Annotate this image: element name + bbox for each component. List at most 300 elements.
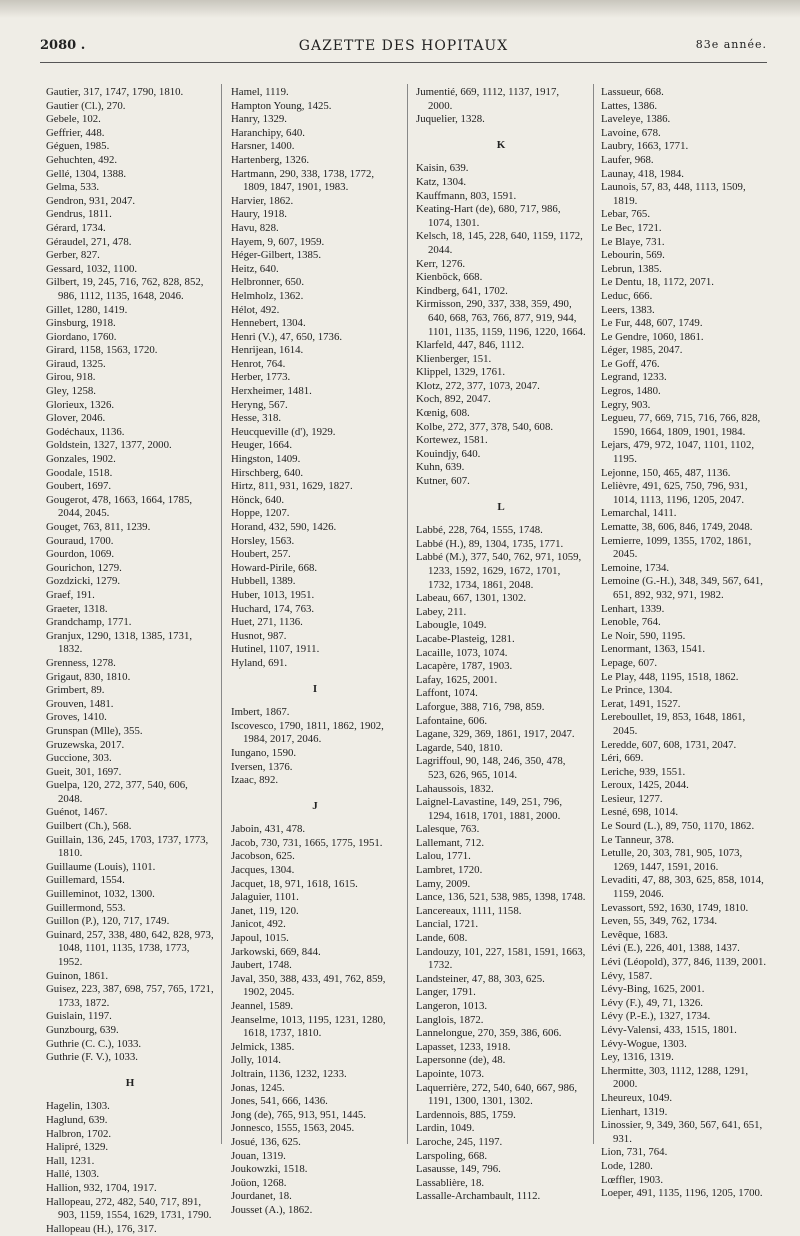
index-entry: Linossier, 9, 349, 360, 567, 641, 651, 931.	[601, 1119, 763, 1145]
index-entry: Lambret, 1720.	[416, 864, 483, 877]
index-entry: Launay, 418, 1984.	[601, 167, 684, 180]
index-entry: Horand, 432, 590, 1426.	[231, 521, 337, 533]
index-entry: Henri (V.), 47, 650, 1736.	[231, 330, 343, 343]
index-entry: Lassablière, 18.	[416, 1176, 485, 1189]
index-entry: Glover, 2046.	[46, 412, 106, 425]
index-entry: Glorieux, 1326.	[46, 398, 115, 411]
index-entry: Hall, 1231.	[46, 1154, 95, 1167]
index-entry: Géguen, 1985.	[46, 140, 110, 153]
index-entry: Lepage, 607.	[601, 656, 658, 669]
index-entry: Herber, 1773.	[231, 371, 291, 384]
index-entry: Herxheimer, 1481.	[231, 385, 312, 398]
index-entry: Lemoine (G.-H.), 348, 349, 567, 641, 651, 892, 932, 971, 1982.	[601, 575, 763, 601]
index-entry: Leredde, 607, 608, 1731, 2047.	[601, 738, 737, 751]
index-entry: Landouzy, 101, 227, 1581, 1591, 1663, 1732.	[416, 945, 586, 972]
index-entry: Jacquet, 18, 971, 1618, 1615.	[231, 877, 358, 890]
index-entry: Katz, 1304.	[416, 175, 467, 188]
index-entry: Le Gendre, 1060, 1861.	[601, 330, 704, 343]
index-entry: Jacques, 1304.	[231, 864, 295, 877]
index-entry: Lévy-Wogue, 1303.	[601, 1037, 687, 1050]
index-entry: Lebrun, 1385.	[601, 262, 662, 275]
index-entry: Legros, 1480.	[601, 385, 661, 398]
index-entry: Geffrier, 448.	[46, 126, 105, 139]
index-entry: Hélot, 492.	[231, 303, 280, 316]
index-entry: Heucqueville (d'), 1929.	[231, 425, 336, 438]
index-entry: Grunspan (Mlle), 355.	[46, 724, 143, 737]
index-entry: Lalou, 1771.	[416, 850, 471, 863]
index-entry: Lallemant, 712.	[416, 836, 485, 849]
index-entry: Haranchipy, 640.	[231, 126, 305, 139]
index-entry: Guthrie (F. V.), 1033.	[46, 1051, 139, 1064]
index-entry: Le Fur, 448, 607, 1749.	[601, 317, 703, 330]
index-entry: Halbron, 1702.	[46, 1127, 112, 1140]
index-entry: Giordano, 1760.	[46, 330, 117, 343]
column-divider	[407, 84, 408, 1144]
index-entry: Lenormant, 1363, 1541.	[601, 643, 706, 656]
index-entry: Lapasset, 1233, 1918.	[416, 1040, 511, 1053]
index-entry: Kelsch, 18, 145, 228, 640, 1159, 1172, 2044.	[416, 230, 583, 256]
index-entry: Koch, 892, 2047.	[416, 393, 491, 406]
index-entry: Heuger, 1664.	[231, 439, 293, 452]
index-entry: Goodale, 1518.	[46, 466, 113, 479]
index-entry: Joukowzki, 1518.	[231, 1163, 308, 1176]
index-entry: Horsley, 1563.	[231, 534, 295, 547]
index-entry: Landsteiner, 47, 88, 303, 625.	[416, 972, 545, 985]
index-entry: Lacabe-Plasteig, 1281.	[416, 632, 515, 645]
index-entry: Heryng, 567.	[231, 398, 288, 411]
index-entry: Klippel, 1329, 1761.	[416, 366, 506, 379]
index-entry: Janet, 119, 120.	[231, 904, 299, 917]
index-entry: Léger, 1985, 2047.	[601, 344, 683, 357]
index-entry: Kienböck, 668.	[416, 271, 483, 284]
index-entry: Lemarchal, 1411.	[601, 507, 677, 520]
index-entry: Laquerrière, 272, 540, 640, 667, 986, 1191, 1300, 1301, 1302.	[416, 1081, 578, 1108]
index-entry: Imbert, 1867.	[231, 706, 290, 719]
index-entry: Guillemard, 1554.	[46, 874, 125, 887]
index-entry: Laufer, 968.	[601, 153, 654, 166]
index-entry: Guinon, 1861.	[46, 969, 109, 982]
index-entry: Gley, 1258.	[46, 385, 96, 398]
index-entry: Klienberger, 151.	[416, 352, 492, 365]
index-entry: Legrand, 1233.	[601, 371, 667, 384]
index-entry: Hanry, 1329.	[231, 113, 287, 126]
index-entry: Grenness, 1278.	[46, 656, 116, 669]
index-entry: Gautier, 317, 1747, 1790, 1810.	[46, 86, 184, 98]
index-entry: Hönck, 640.	[231, 493, 285, 506]
page-number: 2080 .	[40, 38, 86, 53]
index-entry: Lafay, 1625, 2001.	[416, 673, 498, 686]
index-entry: Jeannel, 1589.	[231, 1000, 294, 1012]
index-entry: Iungano, 1590.	[231, 746, 297, 759]
index-entry: Labbé (M.), 377, 540, 762, 971, 1059, 1233, 1592, 1629, 1672, 1701, 1732, 1734, 1861, 2048.	[416, 551, 582, 591]
index-entry: Jong (de), 765, 913, 951, 1445.	[231, 1108, 366, 1121]
index-entry: Hoppe, 1207.	[231, 507, 290, 520]
index-entry: Joltrain, 1136, 1232, 1233.	[231, 1067, 347, 1080]
index-column-1	[46, 86, 214, 1236]
index-entry: Kœnig, 608.	[416, 407, 470, 420]
index-entry: Gessard, 1032, 1100.	[46, 262, 138, 275]
index-entry: Letulle, 20, 303, 781, 905, 1073, 1269, 1447, 1591, 2016.	[601, 847, 743, 873]
index-entry: Lasausse, 149, 796.	[416, 1163, 501, 1176]
index-entry: Juquelier, 1328.	[416, 113, 485, 126]
index-entry: Lévi (E.), 226, 401, 1388, 1437.	[601, 942, 740, 955]
index-entry: Legry, 903.	[601, 398, 651, 411]
index-entry: Lesieur, 1277.	[601, 792, 663, 805]
index-entry: Hallopeau (H.), 176, 317.	[46, 1222, 157, 1235]
index-entry: Le Sourd (L.), 89, 750, 1170, 1862.	[601, 820, 755, 833]
index-entry: Léri, 669.	[601, 752, 644, 765]
index-entry: Langeron, 1013.	[416, 1000, 488, 1012]
index-entry: Goubert, 1697.	[46, 480, 112, 493]
index-entry: Harsner, 1400.	[231, 140, 295, 153]
index-entry: Guillon (P.), 120, 717, 1749.	[46, 915, 170, 928]
index-entry: Gouraud, 1700.	[46, 534, 114, 547]
index-entry: Guilleminot, 1032, 1300.	[46, 888, 155, 901]
index-entry: Lalesque, 763.	[416, 823, 480, 836]
index-entry: Grouven, 1481.	[46, 697, 114, 710]
index-entry: Gueit, 301, 1697.	[46, 765, 122, 778]
index-entry: Helmholz, 1362.	[231, 289, 304, 302]
index-entry: Hallé, 1303.	[46, 1168, 100, 1181]
index-entry: Jonas, 1245.	[231, 1081, 285, 1094]
index-entry: Hennebert, 1304.	[231, 317, 306, 330]
index-entry: Henrot, 764.	[231, 357, 286, 370]
index-entry: Houbert, 257.	[231, 548, 291, 561]
index-entry: Hamel, 1119.	[231, 86, 289, 98]
index-entry: Jouan, 1319.	[231, 1149, 286, 1162]
index-entry: Lebourin, 569.	[601, 249, 665, 262]
index-entry: Jourdanet, 18.	[231, 1190, 292, 1203]
index-entry: Lévi (Léopold), 377, 846, 1139, 2001.	[601, 956, 767, 968]
index-entry: Le Noir, 590, 1195.	[601, 629, 686, 642]
index-entry: Gougerot, 478, 1663, 1664, 1785, 2044, 2045.	[46, 493, 193, 520]
index-entry: Gilbert, 19, 245, 716, 762, 828, 852, 986, 1112, 1135, 1648, 2046.	[46, 276, 204, 302]
index-entry: Gautier (Cl.), 270.	[46, 99, 126, 112]
index-entry: Grandchamp, 1771.	[46, 616, 132, 629]
index-entry: Laubry, 1663, 1771.	[601, 140, 689, 153]
index-entry: Kortewez, 1581.	[416, 434, 488, 447]
index-entry: Granjux, 1290, 1318, 1385, 1731, 1832.	[46, 629, 193, 656]
index-entry: Guilbert (Ch.), 568.	[46, 820, 132, 833]
index-entry: Godéchaux, 1136.	[46, 425, 125, 438]
index-entry: Lancereaux, 1111, 1158.	[416, 904, 522, 917]
index-entry: Lande, 608.	[416, 932, 468, 945]
index-entry: Lenoble, 764.	[601, 616, 661, 629]
index-entry: Hayem, 9, 607, 1959.	[231, 235, 325, 248]
index-entry: Hartmann, 290, 338, 1738, 1772, 1809, 1847, 1901, 1983.	[231, 167, 375, 194]
index-entry: Lebar, 765.	[601, 208, 651, 221]
index-column-2	[231, 86, 399, 1218]
index-entry: Leriche, 939, 1551.	[601, 765, 686, 778]
index-entry: Lannelongue, 270, 359, 386, 606.	[416, 1027, 562, 1040]
index-entry: Le Prince, 1304.	[601, 684, 673, 697]
index-entry: Le Bec, 1721.	[601, 221, 662, 234]
index-entry: Guccione, 303.	[46, 752, 112, 765]
index-entry: Goldstein, 1327, 1377, 2000.	[46, 439, 172, 452]
index-entry: Gourichon, 1279.	[46, 561, 122, 574]
index-entry: Laveleye, 1386.	[601, 113, 671, 126]
index-entry: Lévy-Bing, 1625, 2001.	[601, 983, 705, 996]
index-entry: Gehuchten, 492.	[46, 153, 118, 166]
index-entry: Lancial, 1721.	[416, 918, 479, 931]
index-entry: Lardin, 1049.	[416, 1122, 475, 1135]
index-entry: Lagarde, 540, 1810.	[416, 741, 503, 754]
index-entry: Giraud, 1325.	[46, 357, 106, 370]
index-entry: Lamy, 2009.	[416, 877, 471, 890]
index-entry: Girard, 1158, 1563, 1720.	[46, 344, 158, 357]
index-entry: Héger-Gilbert, 1385.	[231, 249, 322, 262]
index-entry: Lheureux, 1049.	[601, 1091, 673, 1104]
index-entry: Helbronner, 650.	[231, 276, 305, 289]
index-entry: Jones, 541, 666, 1436.	[231, 1095, 328, 1108]
index-entry: Langlois, 1872.	[416, 1013, 484, 1026]
index-entry: Husnot, 987.	[231, 629, 287, 642]
index-entry: Iversen, 1376.	[231, 760, 293, 773]
index-entry: Ginsburg, 1918.	[46, 317, 116, 330]
index-entry: Hallion, 932, 1704, 1917.	[46, 1181, 157, 1194]
index-entry: Klarfeld, 447, 846, 1112.	[416, 339, 525, 352]
index-entry: Kerr, 1276.	[416, 257, 466, 270]
index-entry: Laforgue, 388, 716, 798, 859.	[416, 700, 545, 713]
index-entry: Laffont, 1074.	[416, 687, 478, 700]
index-entry: Gellé, 1304, 1388.	[46, 167, 127, 180]
index-entry: Jousset (A.), 1862.	[231, 1203, 313, 1216]
letter-heading: I	[312, 682, 318, 695]
index-entry: Lematte, 38, 606, 846, 1749, 2048.	[601, 521, 753, 533]
index-entry: Kindberg, 641, 1702.	[416, 284, 508, 297]
index-entry: Kaisin, 639.	[416, 162, 469, 175]
index-entry: Lienhart, 1319.	[601, 1105, 668, 1118]
index-entry: Gerber, 827.	[46, 249, 100, 262]
index-entry: Gonzales, 1902.	[46, 453, 116, 466]
index-entry: Lerat, 1491, 1527.	[601, 697, 681, 710]
index-entry: Jacobson, 625.	[231, 850, 295, 863]
index-entry: Lacaille, 1073, 1074.	[416, 646, 508, 659]
index-entry: Le Play, 448, 1195, 1518, 1862.	[601, 670, 739, 683]
index-entry: Legueu, 77, 669, 715, 716, 766, 828, 1590, 1664, 1809, 1901, 1984.	[601, 412, 761, 438]
index-entry: Guislain, 1197.	[46, 1010, 112, 1023]
index-entry: Leers, 1383.	[601, 303, 655, 316]
index-entry: Lagane, 329, 369, 1861, 1917, 2047.	[416, 728, 575, 741]
index-entry: Javal, 350, 388, 433, 491, 762, 859, 1902, 2045.	[231, 972, 386, 999]
letter-heading: H	[125, 1076, 135, 1089]
index-entry: Hubbell, 1389.	[231, 575, 296, 588]
index-entry: Lévy-Valensi, 433, 1515, 1801.	[601, 1023, 737, 1036]
index-entry: Labbé, 228, 764, 1555, 1748.	[416, 524, 543, 537]
index-entry: Le Dentu, 18, 1172, 2071.	[601, 276, 714, 289]
index-entry: Izaac, 892.	[231, 774, 279, 787]
index-entry: Hallopeau, 272, 482, 540, 717, 891, 903, 1159, 1554, 1629, 1731, 1790.	[46, 1195, 212, 1222]
index-entry: Lahaussois, 1832.	[416, 782, 494, 795]
index-entry: Japoul, 1015.	[231, 932, 289, 945]
running-header	[40, 38, 767, 58]
index-entry: Gourdon, 1069.	[46, 548, 115, 561]
index-entry: Gillet, 1280, 1419.	[46, 303, 128, 316]
index-entry: Lesné, 698, 1014.	[601, 806, 679, 819]
index-entry: Huet, 271, 1136.	[231, 616, 303, 629]
index-entry: Lacapère, 1787, 1903.	[416, 660, 513, 673]
index-entry: Jonnesco, 1555, 1563, 2045.	[231, 1122, 355, 1135]
index-entry: Jaubert, 1748.	[231, 959, 292, 972]
index-entry: Heitz, 640.	[231, 262, 279, 275]
index-entry: Guinard, 257, 338, 480, 642, 828, 973, 1048, 1101, 1135, 1738, 1773, 1952.	[46, 928, 214, 968]
index-entry: Lenhart, 1339.	[601, 602, 665, 615]
header-rule	[40, 62, 767, 63]
index-entry: Jeanselme, 1013, 1195, 1231, 1280, 1618, 1737, 1810.	[231, 1013, 386, 1040]
index-entry: Le Tanneur, 378.	[601, 833, 674, 846]
index-entry: Howard-Pirile, 668.	[231, 561, 318, 574]
index-entry: Groves, 1410.	[46, 711, 107, 724]
index-entry: Haury, 1918.	[231, 208, 287, 221]
index-entry: Jelmick, 1385.	[231, 1040, 295, 1053]
index-entry: Langer, 1791.	[416, 986, 476, 999]
index-entry: Gunzbourg, 639.	[46, 1023, 119, 1036]
index-entry: Gendrus, 1811.	[46, 208, 112, 221]
index-entry: Kouindjy, 640.	[416, 447, 481, 460]
index-entry: Gelma, 533.	[46, 181, 100, 194]
index-entry: Harvier, 1862.	[231, 194, 294, 207]
index-entry: Labougle, 1049.	[416, 619, 487, 632]
index-entry: Jarkowski, 669, 844.	[231, 945, 321, 958]
index-entry: Hagelin, 1303.	[46, 1100, 110, 1113]
index-entry: Lapointe, 1073.	[416, 1067, 485, 1080]
index-entry: Grimbert, 89.	[46, 684, 105, 697]
index-entry: Josué, 136, 625.	[231, 1135, 301, 1148]
index-entry: Gouget, 763, 811, 1239.	[46, 521, 151, 533]
index-entry: Lœffler, 1903.	[601, 1173, 664, 1186]
index-entry: Labey, 211.	[416, 605, 467, 618]
index-entry: Graeter, 1318.	[46, 602, 108, 615]
column-divider	[593, 84, 594, 1144]
index-entry: Keating-Hart (de), 680, 717, 986, 1074, 1301.	[416, 203, 561, 229]
index-entry: Graef, 191.	[46, 588, 95, 601]
index-entry: Levassort, 592, 1630, 1749, 1810.	[601, 901, 749, 914]
index-entry: Kauffmann, 803, 1591.	[416, 189, 517, 202]
index-entry: Hampton Young, 1425.	[231, 99, 332, 112]
index-entry: Lévy, 1587.	[601, 969, 653, 982]
index-entry: Guillaume (Louis), 1101.	[46, 860, 156, 873]
index-entry: Lévy (F.), 49, 71, 1326.	[601, 996, 703, 1009]
letter-heading: L	[497, 500, 505, 513]
index-entry: Guthrie (C. C.), 1033.	[46, 1037, 142, 1050]
index-entry: Gruzewska, 2017.	[46, 738, 125, 751]
index-entry: Lereboullet, 19, 853, 1648, 1861, 2045.	[601, 711, 746, 737]
index-entry: Lardennois, 885, 1759.	[416, 1108, 516, 1121]
index-entry: Gérard, 1734.	[46, 221, 106, 234]
index-entry: Huber, 1013, 1951.	[231, 588, 315, 601]
index-entry: Lejonne, 150, 465, 487, 1136.	[601, 466, 731, 479]
index-entry: Gozdzicki, 1279.	[46, 575, 121, 588]
index-entry: Lévy (P.-E.), 1327, 1734.	[601, 1010, 711, 1023]
index-entry: Jolly, 1014.	[231, 1054, 281, 1067]
index-entry: Leven, 55, 349, 762, 1734.	[601, 915, 718, 928]
index-entry: Lance, 136, 521, 538, 985, 1398, 1748.	[416, 891, 586, 904]
index-entry: Kuhn, 639.	[416, 461, 465, 474]
index-entry: Lelièvre, 491, 625, 750, 796, 931, 1014, 1113, 1196, 1205, 2047.	[601, 480, 748, 506]
index-entry: Huchard, 174, 763.	[231, 602, 315, 615]
index-entry: Jalaguier, 1101.	[231, 891, 299, 904]
letter-heading: K	[496, 138, 506, 151]
index-entry: Jaboin, 431, 478.	[231, 823, 306, 836]
index-entry: Le Goff, 476.	[601, 357, 660, 370]
index-entry: Kirmisson, 290, 337, 338, 359, 490, 640, 668, 763, 766, 877, 919, 944, 1101, 1135, 1159, 1196, 1220, 1664.	[416, 298, 586, 338]
index-entry: Havu, 828.	[231, 221, 279, 234]
index-entry: Hyland, 691.	[231, 656, 288, 669]
index-entry: Hesse, 318.	[231, 412, 282, 425]
index-entry: Leroux, 1425, 2044.	[601, 779, 689, 792]
index-entry: Ley, 1316, 1319.	[601, 1051, 674, 1064]
column-divider	[221, 84, 222, 1144]
index-entry: Lejars, 479, 972, 1047, 1101, 1102, 1195.	[601, 439, 755, 466]
index-entry: Guillermond, 553.	[46, 901, 126, 914]
index-entry: Lafontaine, 606.	[416, 714, 488, 727]
index-entry: Launois, 57, 83, 448, 1113, 1509, 1819.	[601, 181, 746, 207]
index-entry: Laignel-Lavastine, 149, 251, 796, 1294, 1618, 1701, 1881, 2000.	[416, 796, 563, 822]
index-entry: Guillain, 136, 245, 1703, 1737, 1773, 1810.	[46, 833, 209, 860]
index-entry: Jacob, 730, 731, 1665, 1775, 1951.	[231, 836, 383, 849]
index-entry: Lion, 731, 764.	[601, 1146, 668, 1159]
index-entry: Grigaut, 830, 1810.	[46, 670, 131, 683]
index-entry: Gendron, 931, 2047.	[46, 194, 136, 207]
index-entry: Levaditi, 47, 88, 303, 625, 858, 1014, 1159, 2046.	[601, 874, 764, 901]
index-entry: Lassueur, 668.	[601, 86, 664, 98]
index-entry: Klotz, 272, 377, 1073, 2047.	[416, 379, 540, 392]
index-entry: Hingston, 1409.	[231, 453, 301, 466]
index-entry: Labbé (H.), 89, 1304, 1735, 1771.	[416, 537, 564, 550]
index-entry: Gebele, 102.	[46, 113, 101, 126]
index-entry: Guénot, 1467.	[46, 806, 108, 819]
volume-year: 83e année.	[695, 38, 767, 51]
index-entry: Lemierre, 1099, 1355, 1702, 1861, 2045.	[601, 534, 752, 561]
journal-title: GAZETTE DES HOPITAUX	[298, 38, 509, 54]
index-entry: Lassalle-Archambault, 1112.	[416, 1190, 541, 1203]
index-entry: Girou, 918.	[46, 371, 96, 384]
index-entry: Halipré, 1329.	[46, 1141, 109, 1154]
index-entry: Henrijean, 1614.	[231, 344, 304, 357]
index-entry: Levêque, 1683.	[601, 928, 668, 941]
index-entry: Joüon, 1268.	[231, 1176, 287, 1189]
index-entry: Lavoine, 678.	[601, 126, 661, 139]
index-entry: Kolbe, 272, 377, 378, 540, 608.	[416, 420, 554, 433]
index-entry: Lhermitte, 303, 1112, 1288, 1291, 2000.	[601, 1064, 749, 1091]
index-entry: Kutner, 607.	[416, 475, 470, 488]
index-column-4	[601, 86, 769, 1201]
index-entry: Leduc, 666.	[601, 289, 653, 302]
page-top-shadow	[0, 0, 800, 18]
index-entry: Lode, 1280.	[601, 1159, 653, 1172]
index-entry: Loeper, 491, 1135, 1196, 1205, 1700.	[601, 1187, 763, 1200]
index-entry: Lattes, 1386.	[601, 99, 658, 112]
index-entry: Le Blaye, 731.	[601, 235, 665, 248]
index-column-3	[416, 86, 586, 1204]
letter-heading: J	[312, 799, 318, 812]
index-entry: Laroche, 245, 1197.	[416, 1135, 503, 1148]
index-entry: Guisez, 223, 387, 698, 757, 765, 1721, 1733, 1872.	[46, 983, 214, 1009]
index-entry: Larspoling, 668.	[416, 1149, 488, 1162]
index-entry: Hirtz, 811, 931, 1629, 1827.	[231, 480, 353, 493]
index-entry: Guelpa, 120, 272, 377, 540, 606, 2048.	[46, 779, 188, 805]
index-entry: Janicot, 492.	[231, 918, 286, 931]
index-entry: Jumentié, 669, 1112, 1137, 1917, 2000.	[416, 86, 560, 112]
index-entry: Haglund, 639.	[46, 1113, 108, 1126]
index-entry: Labeau, 667, 1301, 1302.	[416, 592, 527, 605]
index-entry: Lagriffoul, 90, 148, 246, 350, 478, 523, 626, 965, 1014.	[416, 755, 566, 781]
index-entry: Lemoine, 1734.	[601, 561, 670, 574]
index-entry: Hirschberg, 640.	[231, 466, 304, 479]
index-entry: Lapersonne (de), 48.	[416, 1054, 506, 1067]
index-entry: Iscovesco, 1790, 1811, 1862, 1902, 1984, 2017, 2046.	[231, 719, 384, 746]
index-entry: Géraudel, 271, 478.	[46, 235, 132, 248]
